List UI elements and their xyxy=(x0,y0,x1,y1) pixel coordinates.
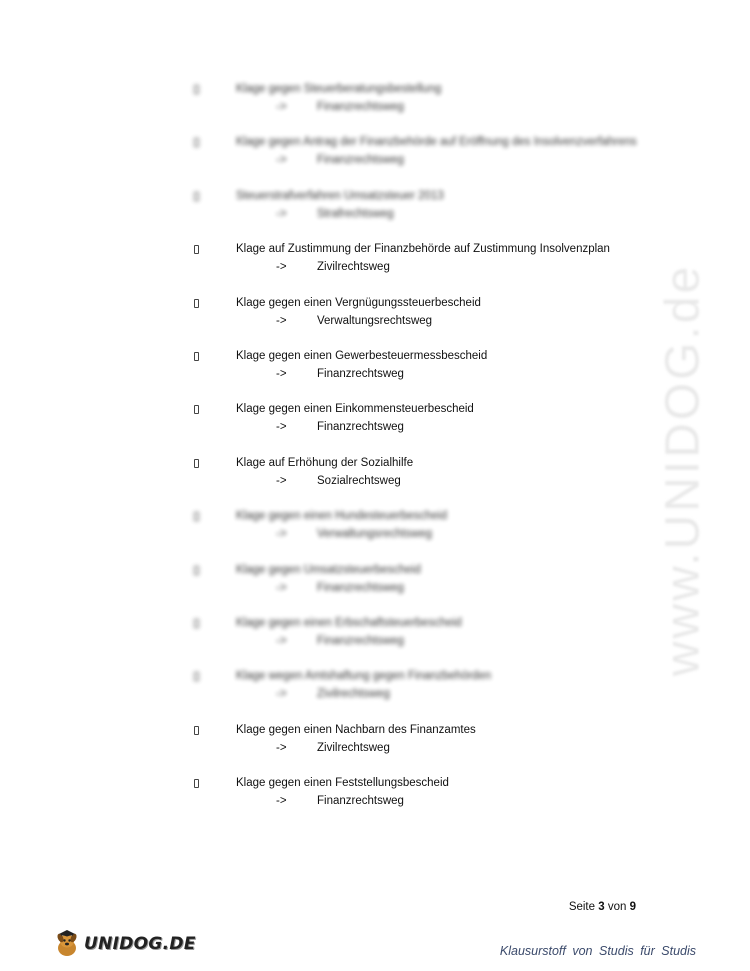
page-number xyxy=(569,900,636,914)
bullet-icon xyxy=(194,299,199,308)
court-path-text: Finanzrechtsweg xyxy=(317,101,404,113)
arrow-text: -> xyxy=(276,688,287,701)
bullet-icon xyxy=(194,566,199,575)
arrow-text: -> xyxy=(276,795,287,808)
court-path-text: Strafrechtsweg xyxy=(317,207,394,220)
claim-text: Klage gegen Antrag der Finanzbehörde auf Eröffnung des Insolvenzverfahrens xyxy=(236,136,637,149)
court-path-text: Verwaltungsrechtsweg xyxy=(317,528,433,541)
claim-text: Klage gegen einen Erbschaftsteuerbescheid xyxy=(236,616,462,629)
arrow-text: -> xyxy=(276,154,287,167)
claim-text: Klage gegen Steuerberatungsbestellung xyxy=(236,83,442,95)
arrow-text: -> xyxy=(276,314,287,327)
claim-text: Klage gegen einen Feststellungsbescheid xyxy=(236,777,449,790)
list-item xyxy=(0,401,750,454)
arrow-text: -> xyxy=(276,741,287,754)
arrow-text: -> xyxy=(276,207,287,220)
list-item xyxy=(0,508,750,561)
court-path-text: Finanzrechtsweg xyxy=(317,421,404,434)
arrow-text: -> xyxy=(276,421,287,434)
claim-text: Steuerstrafverfahren Umsatzsteuer 2013 xyxy=(236,189,444,202)
court-path-text: Finanzrechtsweg xyxy=(317,634,404,647)
page-middle: von xyxy=(607,901,627,913)
arrow-text: -> xyxy=(276,581,287,594)
bullet-icon xyxy=(194,192,199,201)
list-item xyxy=(0,615,750,668)
bullet-icon xyxy=(194,245,199,254)
claim-text: Klage gegen Umsatzsteuerbescheid xyxy=(236,563,421,576)
bullet-icon xyxy=(194,459,199,468)
bullet-icon xyxy=(194,138,199,147)
bullet-icon xyxy=(194,619,199,628)
list-item xyxy=(0,134,750,187)
court-path-text: Sozialrechtsweg xyxy=(317,474,401,487)
court-path-text: Zivilrechtsweg xyxy=(317,741,390,754)
dog-mascot-icon xyxy=(52,929,82,959)
court-path-text: Verwaltungsrechtsweg xyxy=(317,314,433,327)
footer-tagline: Klausurstoff von Studis für Studis xyxy=(499,944,696,958)
court-path-text: Zivilrechtsweg xyxy=(317,688,390,701)
list-item xyxy=(0,722,750,775)
claim-text: Klage wegen Amtshaftung gegen Finanzbehörden xyxy=(236,670,492,683)
page-total: 9 xyxy=(629,901,636,913)
arrow-text: -> xyxy=(276,474,287,487)
list-item xyxy=(0,775,750,828)
list-item xyxy=(0,241,750,294)
bullet-icon xyxy=(194,405,199,414)
list-item xyxy=(0,81,750,134)
bullet-icon xyxy=(194,726,199,735)
bullet-icon xyxy=(194,512,199,521)
list-item xyxy=(0,562,750,615)
claim-text: Klage gegen einen Einkommensteuerbescheid xyxy=(236,403,474,416)
unidog-logo xyxy=(52,928,196,960)
page-prefix: Seite xyxy=(568,901,596,913)
list-item xyxy=(0,668,750,721)
court-path-text: Zivilrechtsweg xyxy=(317,261,390,274)
court-route-list xyxy=(0,81,750,828)
logo-text: UNIDOG.DE xyxy=(84,934,196,954)
arrow-text: -> xyxy=(276,261,287,274)
claim-text: Klage auf Erhöhung der Sozialhilfe xyxy=(236,456,414,469)
bullet-icon xyxy=(194,779,199,788)
claim-text: Klage auf Zustimmung der Finanzbehörde auf Zustimmung Insolvenzplan xyxy=(236,243,610,256)
list-item xyxy=(0,455,750,508)
court-path-text: Finanzrechtsweg xyxy=(317,367,404,380)
court-path-text: Finanzrechtsweg xyxy=(317,581,404,594)
arrow-text: -> xyxy=(276,367,287,380)
bullet-icon xyxy=(194,85,199,94)
arrow-text: -> xyxy=(276,528,287,541)
list-item xyxy=(0,295,750,348)
claim-text: Klage gegen einen Hundesteuerbescheid xyxy=(236,510,447,523)
arrow-text: -> xyxy=(276,101,287,113)
court-path-text: Finanzrechtsweg xyxy=(317,795,404,808)
list-item xyxy=(0,348,750,401)
bullet-icon xyxy=(194,352,199,361)
list-item xyxy=(0,188,750,241)
claim-text: Klage gegen einen Gewerbesteuermessbescheid xyxy=(236,349,488,362)
court-path-text: Finanzrechtsweg xyxy=(317,154,404,167)
page-current: 3 xyxy=(598,901,605,913)
arrow-text: -> xyxy=(276,634,287,647)
claim-text: Klage gegen einen Nachbarn des Finanzamtes xyxy=(236,723,476,736)
bullet-icon xyxy=(194,672,199,681)
watermark: www.UNIDOG.de xyxy=(656,263,710,677)
claim-text: Klage gegen einen Vergnügungssteuerbescheid xyxy=(236,296,481,309)
